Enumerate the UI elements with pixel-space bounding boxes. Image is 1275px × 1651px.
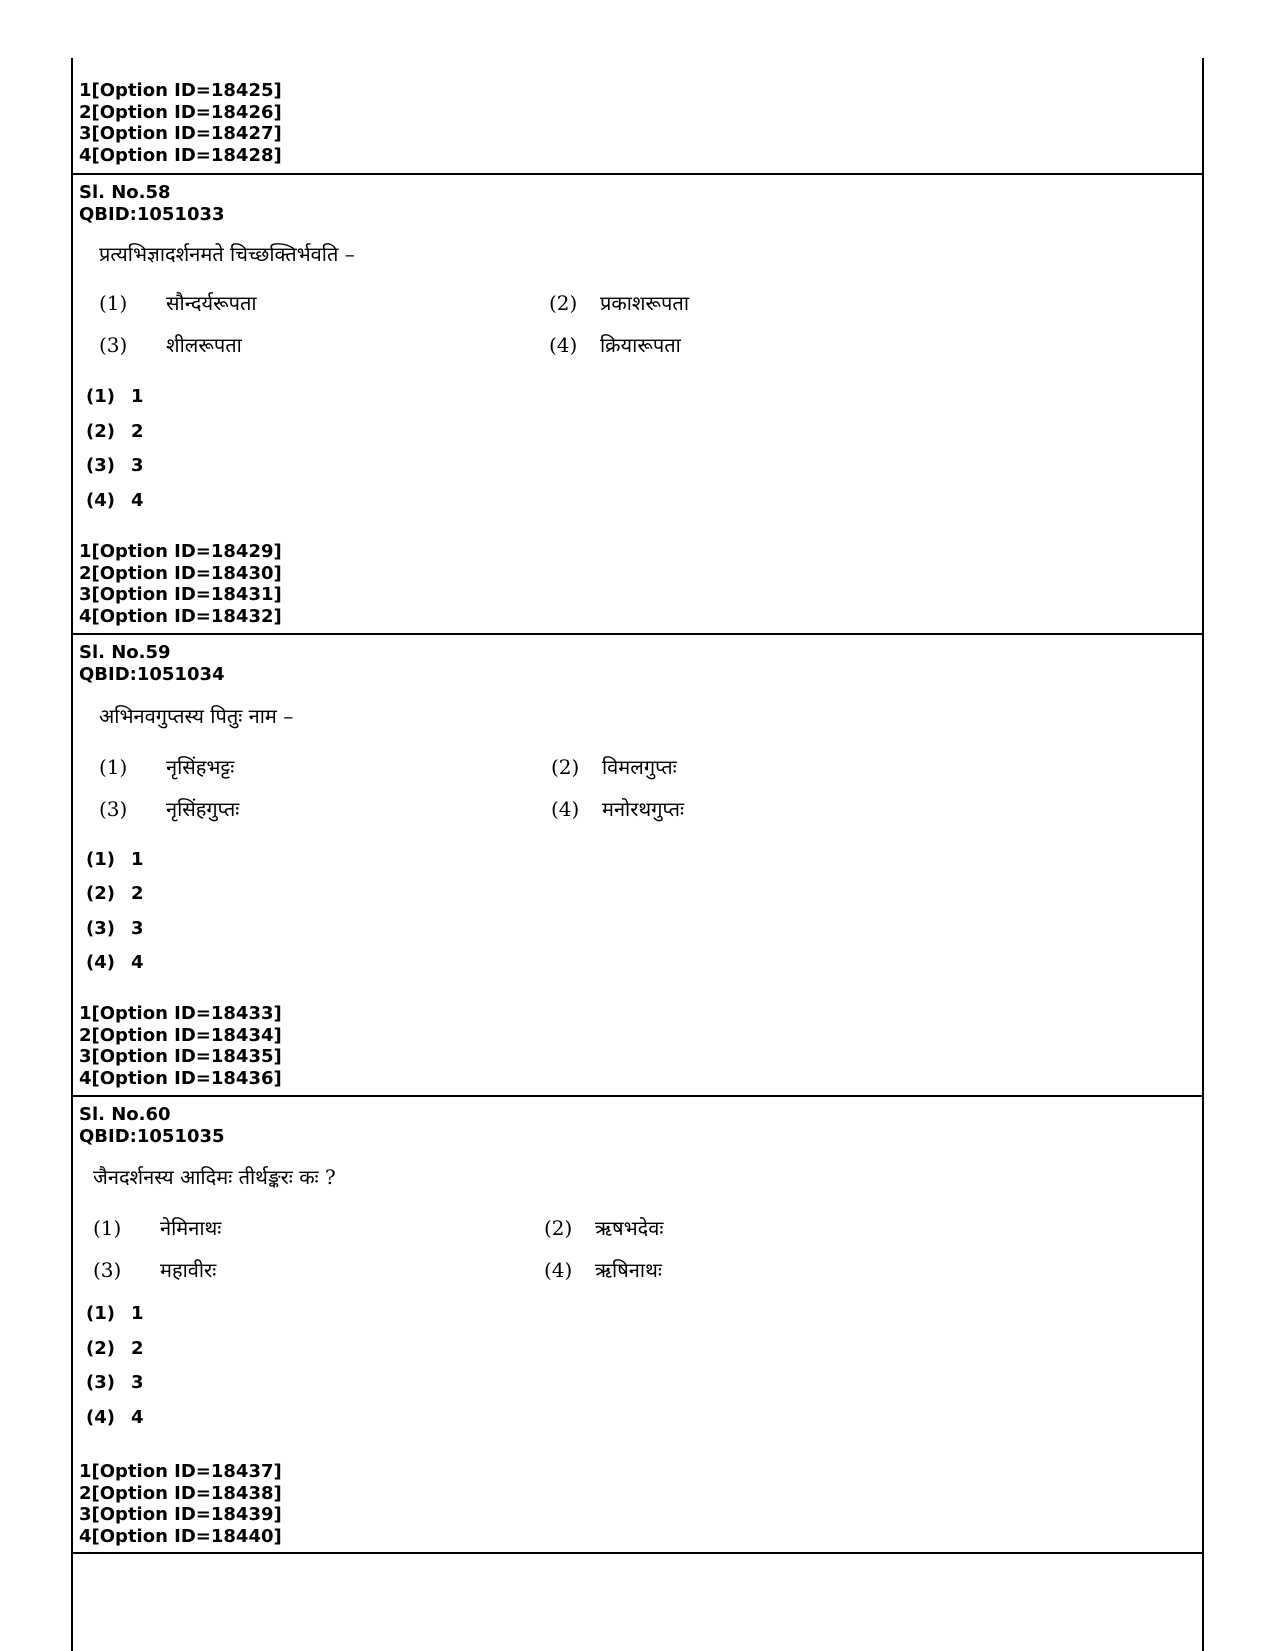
question-header xyxy=(79,1104,225,1147)
qbid: QBID:1051035 xyxy=(79,1125,225,1147)
answer-value: 1 xyxy=(131,849,144,870)
option-text: ऋषिनाथः xyxy=(595,1258,662,1282)
row-divider xyxy=(71,1095,1204,1097)
option-id: 4[Option ID=18436] xyxy=(79,1067,282,1089)
option-text: मनोरथगुप्तः xyxy=(602,797,685,821)
table-border-right xyxy=(1202,58,1204,1651)
answer-number: (2) xyxy=(86,883,115,904)
option-id: 4[Option ID=18440] xyxy=(79,1525,282,1547)
option-text: क्रियारूपता xyxy=(600,333,681,357)
answer-number: (3) xyxy=(86,918,115,939)
option-number: (2) xyxy=(551,755,580,779)
option-id: 2[Option ID=18430] xyxy=(79,562,282,584)
answer-value: 3 xyxy=(131,1372,144,1393)
question-text: जैनदर्शनस्य आदिमः तीर्थङ्करः कः ? xyxy=(93,1165,336,1189)
option-number: (3) xyxy=(93,1258,122,1282)
row-divider xyxy=(71,1552,1204,1554)
option-text: ऋषभदेवः xyxy=(595,1216,664,1240)
option-id-list xyxy=(79,1461,282,1547)
answer-value: 2 xyxy=(131,883,144,904)
answer-choice xyxy=(86,421,144,442)
option-text: शीलरूपता xyxy=(166,333,242,357)
answer-value: 1 xyxy=(131,1303,144,1324)
option-number: (3) xyxy=(99,797,128,821)
row-divider xyxy=(71,173,1204,175)
answer-choice xyxy=(86,849,144,870)
answer-number: (3) xyxy=(86,455,115,476)
option-id: 1[Option ID=18437] xyxy=(79,1461,282,1482)
answer-value: 4 xyxy=(131,490,144,511)
answer-number: (3) xyxy=(86,1372,115,1393)
option-text: नृसिंहगुप्तः xyxy=(166,797,240,821)
answer-choice xyxy=(86,952,144,973)
option-number: (4) xyxy=(549,333,578,357)
question-text: अभिनवगुप्तस्य पितुः नाम – xyxy=(99,704,294,728)
question-header xyxy=(79,182,225,225)
option-text: सौन्दर्यरूपता xyxy=(166,291,257,315)
option-id: 4[Option ID=18428] xyxy=(79,144,282,166)
option-id: 1[Option ID=18429] xyxy=(79,541,282,562)
answer-choice xyxy=(86,386,144,407)
question-text: प्रत्यभिज्ञादर्शनमते चिच्छक्तिर्भवति – xyxy=(99,242,355,266)
option-number: (4) xyxy=(551,797,580,821)
serial-number: Sl. No.58 xyxy=(79,182,171,203)
option-id: 2[Option ID=18438] xyxy=(79,1482,282,1504)
option-number: (1) xyxy=(93,1216,122,1240)
answer-choice xyxy=(86,883,144,904)
option-text: महावीरः xyxy=(160,1258,217,1282)
answer-number: (4) xyxy=(86,490,115,511)
answer-value: 4 xyxy=(131,1407,144,1428)
answer-choice xyxy=(86,918,144,939)
answer-number: (1) xyxy=(86,1303,115,1324)
option-number: (1) xyxy=(99,755,128,779)
qbid: QBID:1051034 xyxy=(79,663,225,685)
qbid: QBID:1051033 xyxy=(79,203,225,225)
option-number: (2) xyxy=(549,291,578,315)
option-number: (1) xyxy=(99,291,128,315)
option-id-list xyxy=(79,80,282,166)
answer-number: (1) xyxy=(86,386,115,407)
option-text: विमलगुप्तः xyxy=(602,755,677,779)
answer-choice xyxy=(86,1338,144,1359)
option-number: (4) xyxy=(544,1258,573,1282)
serial-number: Sl. No.60 xyxy=(79,1104,171,1125)
option-text: नेमिनाथः xyxy=(160,1216,222,1240)
answer-value: 3 xyxy=(131,918,144,939)
option-id: 3[Option ID=18427] xyxy=(79,123,282,144)
option-id-list xyxy=(79,541,282,627)
answer-value: 2 xyxy=(131,1338,144,1359)
answer-number: (2) xyxy=(86,1338,115,1359)
answer-number: (4) xyxy=(86,1407,115,1428)
option-number: (2) xyxy=(544,1216,573,1240)
option-id: 3[Option ID=18435] xyxy=(79,1046,282,1067)
answer-value: 1 xyxy=(131,386,144,407)
option-id: 1[Option ID=18433] xyxy=(79,1003,282,1024)
option-id: 3[Option ID=18431] xyxy=(79,584,282,605)
answer-number: (4) xyxy=(86,952,115,973)
answer-value: 2 xyxy=(131,421,144,442)
answer-choice xyxy=(86,455,144,476)
option-text: नृसिंहभट्टः xyxy=(166,755,235,779)
row-divider xyxy=(71,633,1204,635)
option-id: 2[Option ID=18426] xyxy=(79,101,282,123)
option-id-list xyxy=(79,1003,282,1089)
answer-value: 3 xyxy=(131,455,144,476)
answer-number: (2) xyxy=(86,421,115,442)
question-header xyxy=(79,642,225,685)
option-id: 1[Option ID=18425] xyxy=(79,80,282,101)
answer-number: (1) xyxy=(86,849,115,870)
option-id: 2[Option ID=18434] xyxy=(79,1024,282,1046)
answer-choice xyxy=(86,1303,144,1324)
answer-choice xyxy=(86,490,144,511)
answer-value: 4 xyxy=(131,952,144,973)
table-border-left xyxy=(71,58,73,1651)
option-id: 3[Option ID=18439] xyxy=(79,1504,282,1525)
answer-choice xyxy=(86,1372,144,1393)
option-number: (3) xyxy=(99,333,128,357)
option-text: प्रकाशरूपता xyxy=(600,291,689,315)
answer-choice xyxy=(86,1407,144,1428)
serial-number: Sl. No.59 xyxy=(79,642,171,663)
option-id: 4[Option ID=18432] xyxy=(79,605,282,627)
